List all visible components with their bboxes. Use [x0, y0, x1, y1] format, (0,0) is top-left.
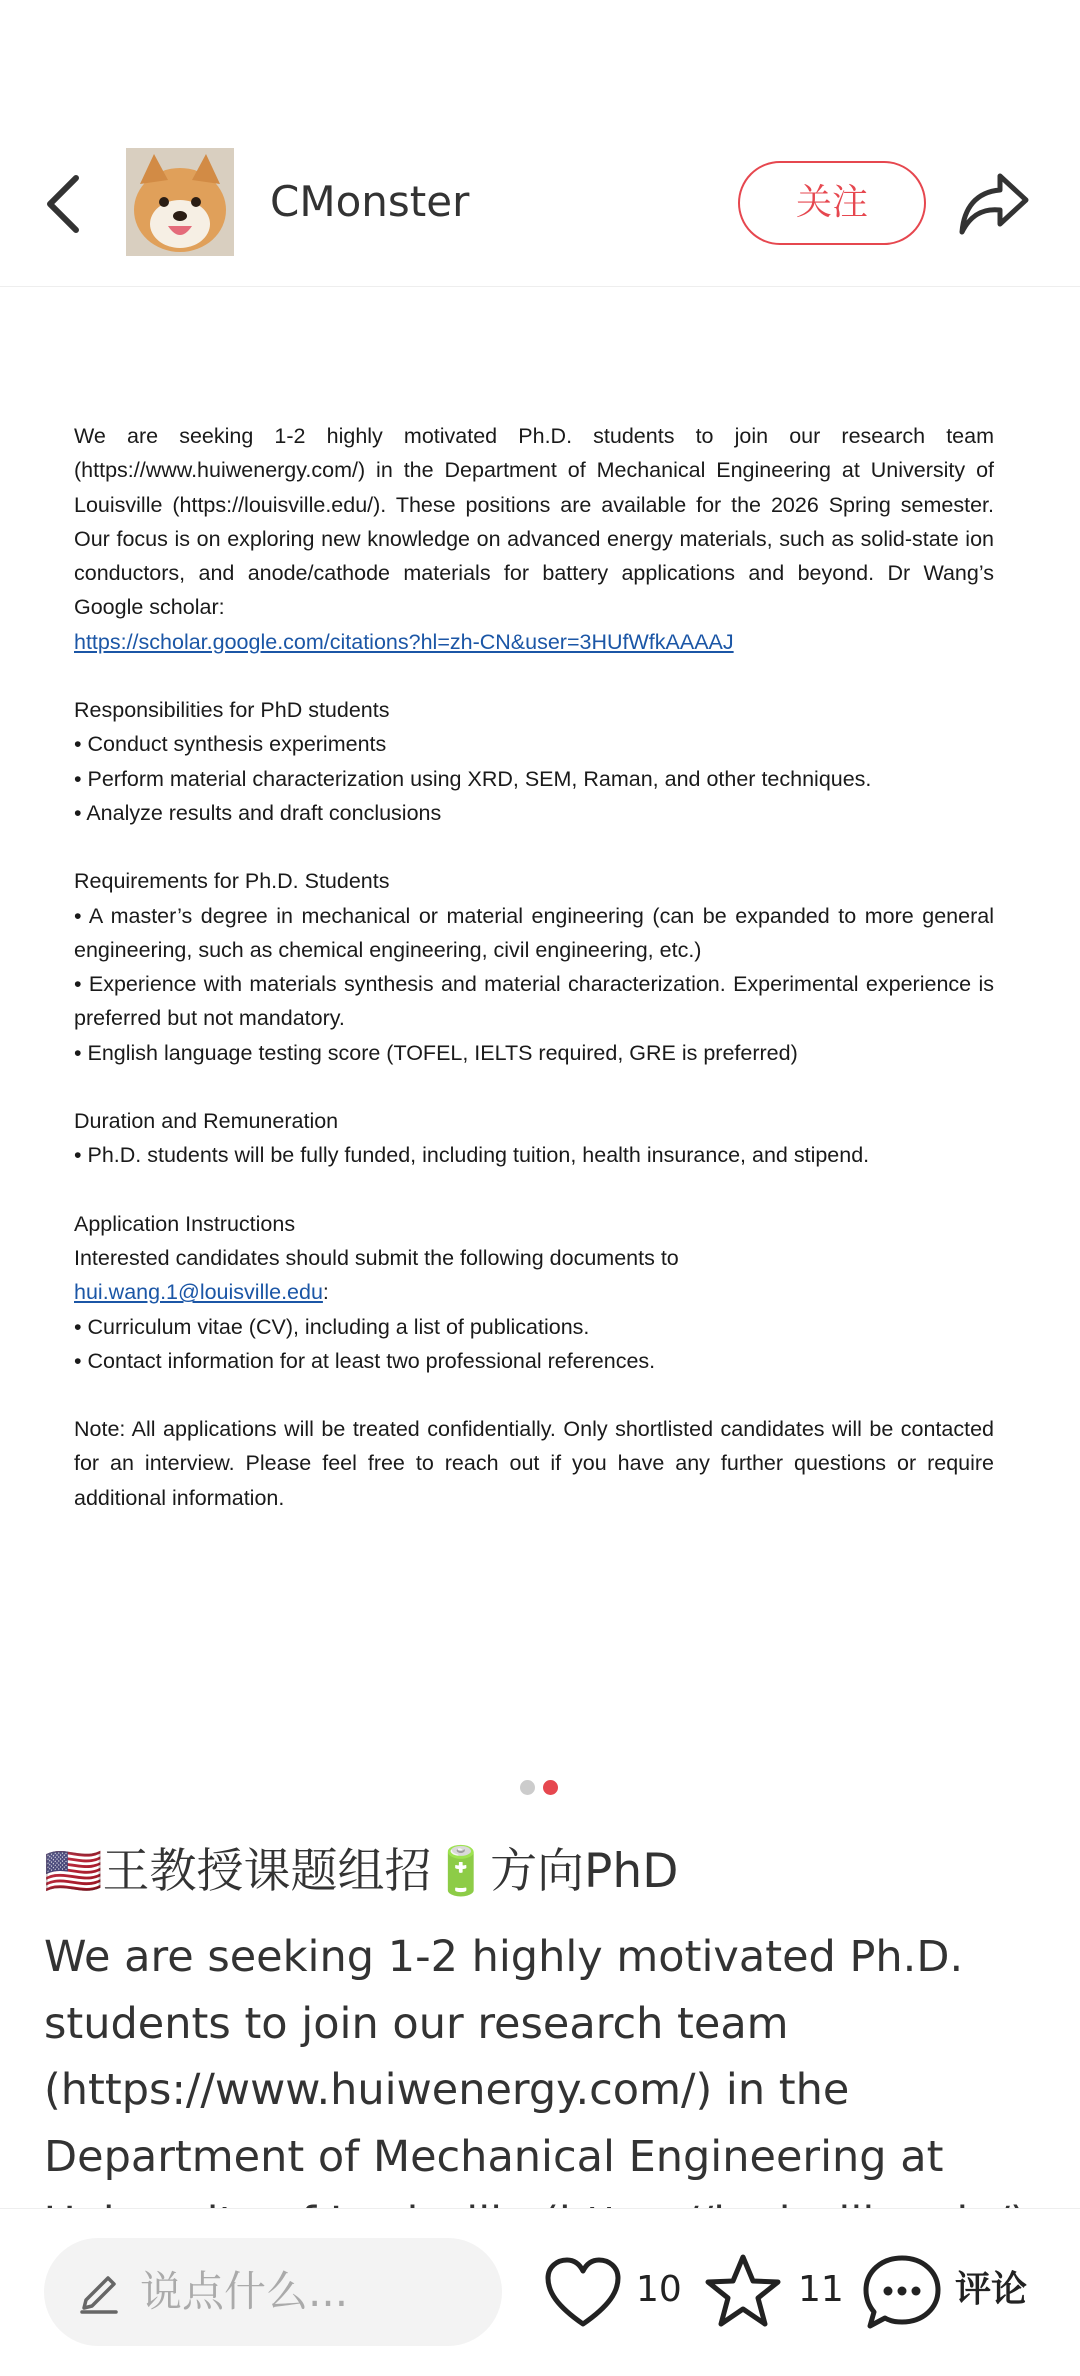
- back-arrow-icon: [36, 168, 96, 240]
- doc-heading: Application Instructions: [74, 1211, 296, 1236]
- favorite-count[interactable]: 11: [798, 2269, 844, 2310]
- doc-list-item: • Curriculum vitae (CV), including a list of publications.: [74, 1314, 590, 1339]
- post-header: [0, 0, 1080, 287]
- author-name[interactable]: CMonster: [270, 177, 470, 226]
- carousel-dot-1[interactable]: [520, 1780, 535, 1795]
- title-text: 方向PhD: [490, 1844, 679, 1899]
- title-text: 王教授课题组招: [102, 1844, 432, 1899]
- email-suffix: :: [322, 1280, 329, 1305]
- flag-emoji: 🇺🇸: [44, 1844, 103, 1899]
- heart-icon[interactable]: [543, 2256, 623, 2330]
- author-avatar[interactable]: [126, 148, 234, 256]
- like-count[interactable]: 10: [636, 2269, 682, 2310]
- document-image-text: [74, 419, 994, 1515]
- bottom-action-bar: [0, 2208, 1080, 2376]
- doc-list-item: • Experience with materials synthesis and material characterization. Experimental experience is preferred but not mandatory.: [74, 972, 994, 1031]
- carousel-dot-2[interactable]: [543, 1780, 558, 1795]
- email-link[interactable]: hui.wang.1@louisville.edu: [74, 1280, 323, 1305]
- comment-input[interactable]: [44, 2238, 502, 2346]
- follow-button[interactable]: 关注: [738, 161, 926, 245]
- star-icon[interactable]: [703, 2252, 783, 2332]
- doc-heading: Requirements for Ph.D. Students: [74, 869, 390, 894]
- share-button[interactable]: [956, 168, 1032, 240]
- doc-list-item: • English language testing score (TOFEL, IELTS required, GRE is preferred): [74, 1040, 798, 1065]
- doc-list-item: • A master’s degree in mechanical or material engineering (can be expanded to more general engineering, such as chemical engineering, civil engineering, etc.): [74, 903, 994, 962]
- scholar-link[interactable]: https://scholar.google.com/citations?hl=zh-CN&user=3HUfWfkAAAAJ: [74, 629, 734, 654]
- doc-note: Note: All applications will be treated confidentially. Only shortlisted candidates will be contacted for an interview. Please feel free to reach out if you have any further questions or require additional information.: [74, 1417, 994, 1510]
- doc-list-item: • Conduct synthesis experiments: [74, 732, 387, 757]
- doc-intro: We are seeking 1-2 highly motivated Ph.D. students to join our research team (https://www.huiwenergy.com/) in the Department of Mechanical Engineering at University of Louisville (https://louisville.edu/). These positions are available for the 2026 Spring semester. Our focus is on exploring new knowledge on advanced energy materials, such as solid-state ion conductors, and anode/cathode materials for battery applications and beyond. Dr Wang’s Google scholar:: [74, 424, 994, 620]
- post-title: [44, 1840, 678, 1904]
- doc-heading: Duration and Remuneration: [74, 1109, 339, 1134]
- back-button[interactable]: [36, 168, 96, 240]
- comment-placeholder: 说点什么...: [140, 2267, 349, 2316]
- comment-label[interactable]: 评论: [955, 2269, 1028, 2310]
- doc-list-item: • Contact information for at least two professional references.: [74, 1348, 656, 1373]
- pencil-icon: [74, 2268, 124, 2318]
- share-icon: [956, 168, 1032, 240]
- doc-list-item: • Perform material characterization using XRD, SEM, Raman, and other techniques.: [74, 766, 872, 791]
- doc-list-item: • Analyze results and draft conclusions: [74, 800, 442, 825]
- doc-list-item: • Ph.D. students will be fully funded, including tuition, health insurance, and stipend.: [74, 1143, 870, 1168]
- post-body: We are seeking 1-2 highly motivated Ph.D. students to join our research team (https://www.huiwenergy.com/) in the Department of Mechanical Engineering at: [44, 1932, 964, 2182]
- doc-heading: Responsibilities for PhD students: [74, 698, 390, 723]
- comment-bubble-icon[interactable]: [862, 2252, 942, 2332]
- post-image[interactable]: [0, 287, 1080, 1765]
- battery-emoji: 🔋: [431, 1844, 491, 1899]
- carousel-indicator: [520, 1780, 566, 1796]
- doc-paragraph: Interested candidates should submit the following documents to: [74, 1245, 679, 1270]
